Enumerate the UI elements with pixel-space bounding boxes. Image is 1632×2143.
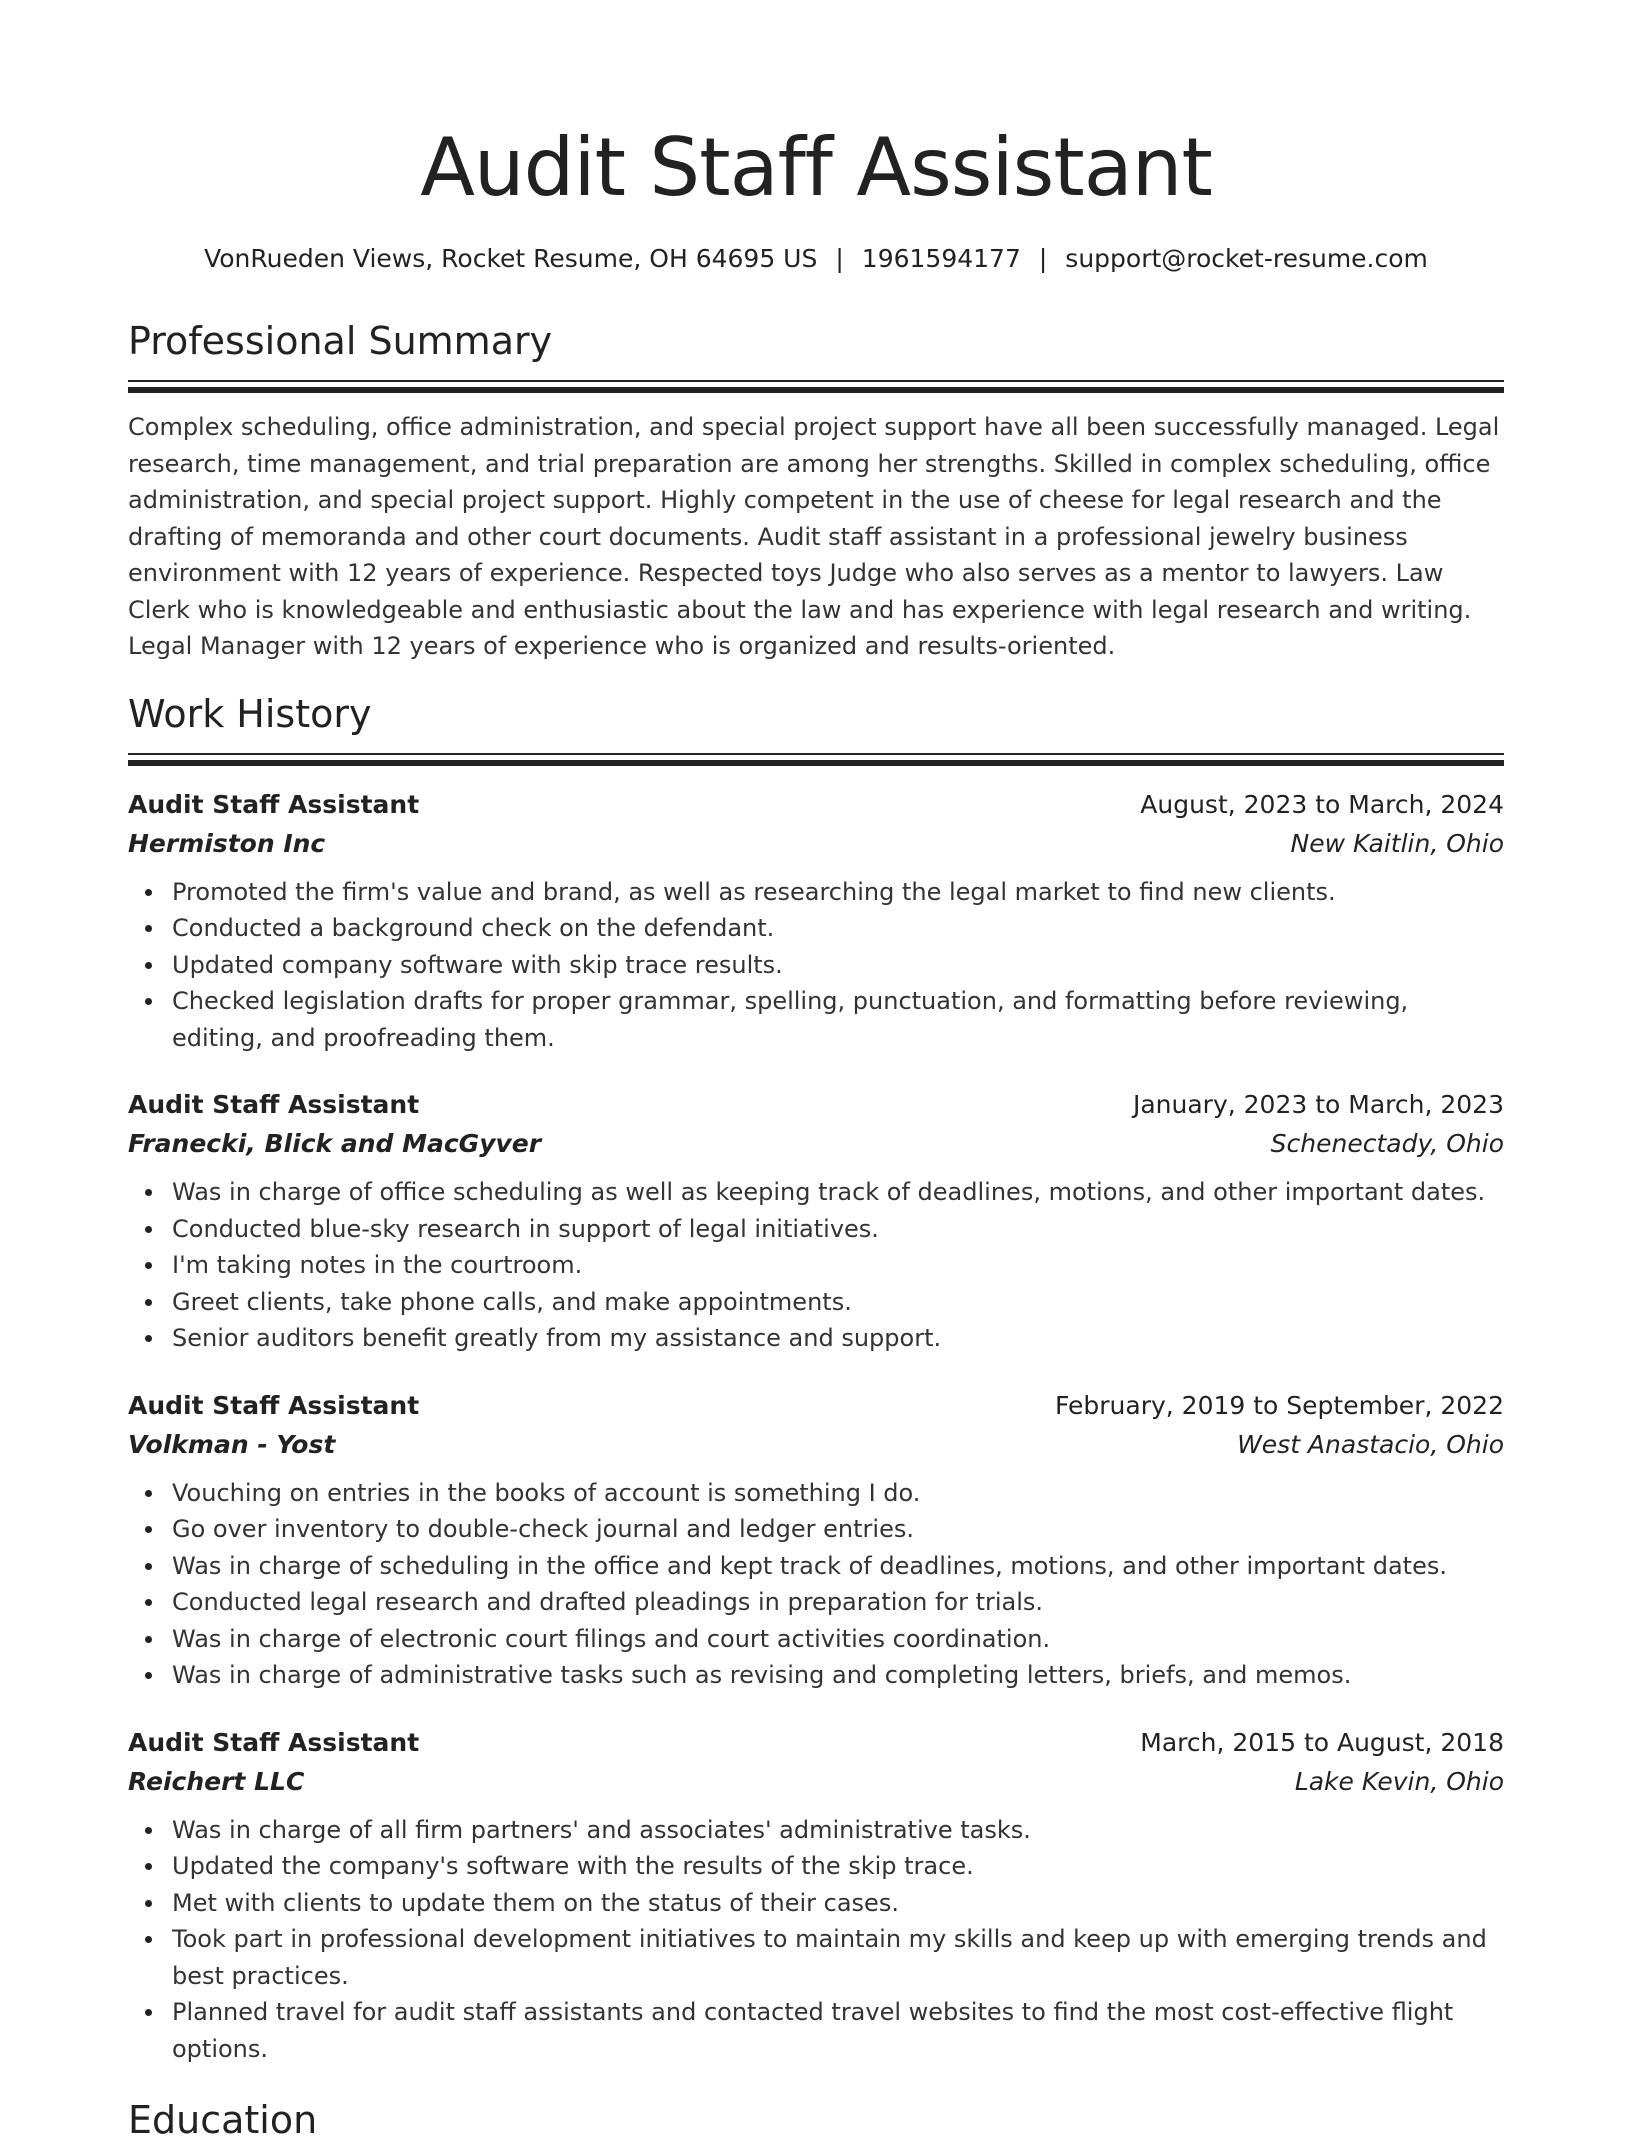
- professional-summary-section: [128, 318, 1504, 665]
- job-bullet: Senior auditors benefit greatly from my assistance and support.: [172, 1320, 1504, 1357]
- job-entry: [128, 1724, 1504, 2068]
- job-dates: February, 2019 to September, 2022: [1055, 1390, 1504, 1420]
- job-entry: [128, 786, 1504, 1057]
- section-title-work-history: Work History: [128, 691, 372, 736]
- job-header-row: [128, 1724, 1504, 1762]
- job-bullet: Updated the company's software with the results of the skip trace.: [172, 1848, 1504, 1885]
- job-bullets: [128, 1475, 1504, 1694]
- job-dates: August, 2023 to March, 2024: [1140, 789, 1504, 819]
- job-company-row: [128, 1425, 1504, 1465]
- job-bullet: Conducted legal research and drafted pleadings in preparation for trials.: [172, 1584, 1504, 1621]
- job-bullet: Was in charge of electronic court filings and court activities coordination.: [172, 1621, 1504, 1658]
- job-company: Franecki, Blick and MacGyver: [128, 1129, 542, 1158]
- job-entry: [128, 1086, 1504, 1357]
- section-divider-thick: [128, 387, 1504, 393]
- contact-address: VonRueden Views, Rocket Resume, OH 64695 US: [204, 244, 818, 273]
- job-company: Reichert LLC: [128, 1766, 305, 1796]
- job-dates: January, 2023 to March, 2023: [1132, 1090, 1504, 1119]
- job-header-row: [128, 1387, 1504, 1425]
- job-bullet: Conducted a background check on the defendant.: [172, 910, 1504, 947]
- job-bullet: Promoted the firm's value and brand, as well as researching the legal market to find new clients.: [172, 874, 1504, 911]
- contact-email[interactable]: support@rocket-resume.com: [1065, 244, 1428, 273]
- job-bullets: [128, 1812, 1504, 2068]
- contact-phone: 1961594177: [861, 244, 1021, 273]
- job-bullet: Vouching on entries in the books of account is something I do.: [172, 1475, 1504, 1512]
- section-divider-thick: [128, 760, 1504, 766]
- job-company-row: [128, 1124, 1504, 1164]
- job-company-row: [128, 1762, 1504, 1802]
- job-location: Lake Kevin, Ohio: [1294, 1766, 1504, 1796]
- job-title: Audit Staff Assistant: [128, 1390, 420, 1420]
- resume-page: [128, 0, 1504, 2143]
- contact-separator: |: [1038, 244, 1048, 273]
- job-bullet: Was in charge of office scheduling as well as keeping track of deadlines, motions, and other important dates.: [172, 1174, 1504, 1211]
- job-bullet: Updated company software with skip trace results.: [172, 947, 1504, 984]
- job-bullet: Met with clients to update them on the status of their cases.: [172, 1885, 1504, 1922]
- section-title-education: Education: [128, 2098, 318, 2142]
- job-dates: March, 2015 to August, 2018: [1140, 1727, 1504, 1757]
- job-bullet: I'm taking notes in the courtroom.: [172, 1247, 1504, 1284]
- section-divider: [128, 380, 1504, 382]
- job-header-row: [128, 786, 1504, 824]
- job-header-row: [128, 1086, 1504, 1124]
- work-history-section: [128, 691, 1504, 2068]
- job-bullet: Was in charge of all firm partners' and associates' administrative tasks.: [172, 1812, 1504, 1849]
- job-location: West Anastacio, Ohio: [1237, 1429, 1504, 1459]
- job-bullets: [128, 1174, 1504, 1357]
- job-title: Audit Staff Assistant: [128, 1727, 420, 1757]
- section-divider: [128, 753, 1504, 755]
- job-bullet: Greet clients, take phone calls, and make appointments.: [172, 1284, 1504, 1321]
- job-bullet: Checked legislation drafts for proper grammar, spelling, punctuation, and formatting before reviewing, editing, and proofreading them.: [172, 983, 1504, 1056]
- job-title: Audit Staff Assistant: [128, 789, 420, 819]
- job-bullet: Took part in professional development initiatives to maintain my skills and keep up with emerging trends and best practices.: [172, 1921, 1504, 1994]
- contact-separator: |: [835, 244, 844, 273]
- job-entry: [128, 1387, 1504, 1694]
- job-bullet: Was in charge of scheduling in the office and kept track of deadlines, motions, and other important dates.: [172, 1548, 1504, 1585]
- contact-line: [128, 242, 1504, 276]
- job-company: Hermiston Inc: [128, 828, 326, 858]
- resume-name: Audit Staff Assistant: [420, 121, 1212, 214]
- summary-text: Complex scheduling, office administration, and special project support have all been successfully managed. Legal research, time management, and trial preparation are among her strengths. Skilled in complex scheduling, office administration, and special project support. Highly competent in the use of cheese for legal research and the drafting of memoranda and other court documents. Audit staff assistant in a professional jewelry business environment with 12 years of experience. Respected toys Judge who also serves as a mentor to lawyers. Law Clerk who is knowledgeable and enthusiastic about the law and has experience with legal research and writing. Legal Manager with 12 years of experience who is organized and results-oriented.: [128, 413, 1500, 660]
- job-bullet: Planned travel for audit staff assistants and contacted travel websites to find the most cost-effective flight options.: [172, 1994, 1504, 2067]
- job-bullet: Go over inventory to double-check journal and ledger entries.: [172, 1511, 1504, 1548]
- section-title-summary: Professional Summary: [128, 319, 553, 363]
- job-bullets: [128, 874, 1504, 1057]
- education-section: [128, 2097, 1504, 2143]
- job-title: Audit Staff Assistant: [128, 1090, 420, 1119]
- job-bullet: Was in charge of administrative tasks such as revising and completing letters, briefs, and memos.: [172, 1657, 1504, 1694]
- job-location: Schenectady, Ohio: [1270, 1129, 1504, 1158]
- job-company: Volkman - Yost: [128, 1429, 336, 1459]
- job-company-row: [128, 824, 1504, 864]
- job-location: New Kaitlin, Ohio: [1290, 828, 1504, 858]
- job-bullet: Conducted blue-sky research in support of legal initiatives.: [172, 1211, 1504, 1248]
